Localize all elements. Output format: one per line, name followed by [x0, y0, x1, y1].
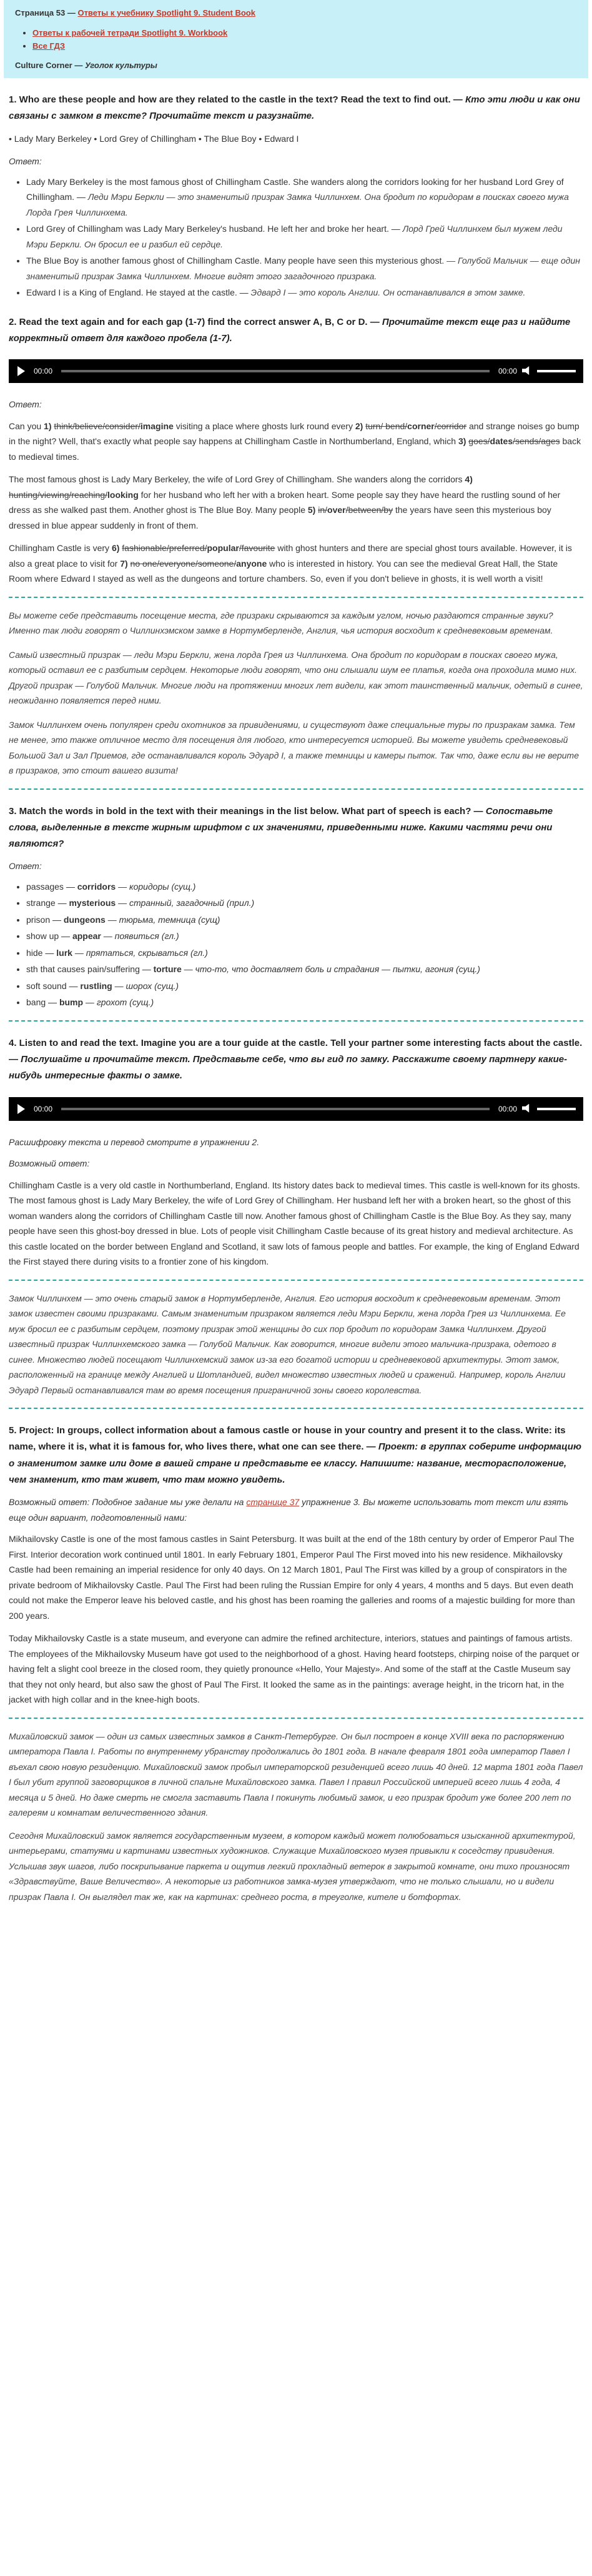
translation-block — [9, 608, 583, 778]
section-title-ru: Уголок культуры — [84, 61, 157, 71]
page-title — [15, 6, 577, 21]
progress-bar[interactable] — [61, 370, 490, 372]
exercise-5-ru-2: Сегодня Михайловский замок является государственным музеем, в котором каждый может полюбоваться изысканной архитектурой, интерьерами, статуями и картинами известных художников. Служащие Михайловского музея привыкли к соседству привидения. Услышав звук шагов, либо поскрипывание паркета и ощутив легкий прохладный ветерок в закрытой комнате, они тихо произносят «Здравствуйте, Ваше Величество». А некоторые из работников замка-музея утверждают, что не только слышали, но и видели призрак Павла I. Он выглядел так же, как на картинах: среднего роста, в треуголке, кителе и ботфортах. — [9, 1830, 576, 1902]
gap-number: 2) — [355, 420, 366, 431]
answer-label: Возможный ответ: — [9, 1158, 90, 1169]
translation: — шорох (сущ.) — [112, 980, 179, 991]
answer-ru: — Голубой Мальчик — еще один знаменитый призрак Замка Чиллинхем. Многие видят этого загадочного призрака. — [26, 256, 580, 281]
audio-player[interactable] — [9, 1097, 583, 1121]
answer-ru: Леди Мэри Беркли — это знаменитый призрак Замка Чиллинхем. Она бродит по коридорам в поисках своего мужа Лорда Грея Чиллинхема. — [26, 192, 569, 217]
divider — [9, 1020, 583, 1022]
exercise-1-title-en: 1. Who are these people and how are they related to the castle in the text? Read the text to find out. — — [9, 94, 465, 106]
divider — [9, 1280, 583, 1281]
translation-paragraph: Замок Чиллинхем очень популярен среди охотников за привидениями, и существуют даже специальные туры по призракам замка. Тем не менее, это также отличное место для посещения для любого, кто интересуется историей. Вы можете увидеть средневековый Большой Зал и Зал Приемов, где останавливался король Эдуард I, а также темницы и камеры пыток. Так что, даже если вы не верите в призраков, это стоит вашего визита! — [9, 719, 580, 776]
answer-ru: Эдвард I — это король Англии. Он останавливался в этом замке. — [250, 287, 526, 298]
translation: — что-то, что доставляет боль и страдания — пытки, агония (сущ.) — [181, 964, 480, 975]
transcript-note: Расшифровку текста и перевод смотрите в упражнении 2. — [9, 1136, 260, 1147]
student-book-link[interactable]: Ответы к учебнику Spotlight 9. Student Book — [77, 8, 255, 17]
meaning: bang — — [26, 997, 59, 1008]
volume-slider[interactable] — [537, 1108, 576, 1110]
correct-option: imagine — [140, 420, 174, 431]
correct-option: over — [327, 505, 346, 515]
translation-paragraph: Вы можете себе представить посещение места, где призраки скрываются за каждым углом, ночью раздаются странные звуки? Именно так люди говорят о Чиллинхэмском замке в Нортумберленде, Англия, чья история восходит к средневековым временам. — [9, 610, 553, 636]
answer-label: Ответ: — [9, 156, 42, 167]
all-gdz-link[interactable]: Все ГДЗ — [32, 41, 66, 51]
text: The most famous ghost is Lady Mary Berkeley, the wife of Lord Grey of Chillingham. She wanders along the corridors — [9, 474, 465, 485]
wrong-option: fashionable/preferred/ — [122, 543, 207, 554]
exercise-5-title — [9, 1423, 583, 1488]
text: Chillingham Castle is very — [9, 543, 112, 554]
current-time: 00:00 — [34, 1104, 53, 1113]
volume-icon[interactable] — [522, 366, 531, 375]
exercise-1-names: • Lady Mary Berkeley • Lord Grey of Chillingham • The Blue Boy • Edward I — [9, 133, 299, 144]
header-box — [4, 0, 588, 78]
list-item — [26, 879, 583, 895]
exercise-1-title-ru: Кто эти люди и как они связаны с замком в тексте? Прочитайте текст и разузнайте. — [9, 94, 580, 122]
workbook-link[interactable]: Ответы к рабочей тетради Spotlight 9. Workbook — [32, 27, 228, 37]
exercise-4-title — [9, 1035, 583, 1085]
gap-number: 5) — [307, 505, 318, 515]
exercise-1-answers — [9, 174, 583, 301]
answer-ru: Лорд Грей Чиллинхем был мужем леди Мэри Беркли. Он бросил ее и разбил ей сердце. — [26, 224, 563, 249]
list-item — [32, 27, 577, 40]
correct-option: dates — [490, 436, 513, 447]
answer-en: The Blue Boy is another famous ghost of Chillingham Castle. Many people have seen this mysterious ghost. — [26, 256, 447, 266]
progress-bar[interactable] — [61, 1108, 490, 1110]
wrong-option: think/believe/consider/ — [54, 420, 141, 431]
gap-paragraph-3 — [9, 540, 583, 587]
page-number: Страница 53 — — [15, 8, 78, 17]
translation: — появиться (гл.) — [101, 931, 179, 942]
current-time: 00:00 — [34, 367, 53, 376]
exercise-3-title-ru: Сопоставьте слова, выделенные в тексте жирным шрифтом с их значениями, приведенными ниже. Какими частями речи они являются? — [9, 805, 553, 850]
answer-en: Edward I is a King of England. He stayed at the castle. — — [26, 287, 251, 298]
list-item — [32, 40, 577, 53]
exercise-5-title-ru: Проект: в группах соберите информацию о знаменитом замке или доме в вашей стране и представьте ее классу. Напишите: название, месторасположение, чем знаменит, кто там живет, что там можно увидеть. — [9, 1441, 581, 1485]
exercise-4-answer-en: Chillingham Castle is a very old castle in Northumberland, England. Its history dates back to medieval times. This castle is well-known for its ghosts. The most famous ghost is Lady Mary Berkeley, the wife of Lord Grey of Chillingham. Her husband left her with a broken heart, so the ghost of this woman wanders along the corridors of Chillingham Castle till now. Another famous ghost of Chillingham Castle is the Blue Boy. As they say, many people have seen this ghost-boy dressed in blue. Lots of people visit Chillingham Castle because of its great history and medieval architecture. As this castle located on the border between England and Scotland, it saw lots of famous people and battles. For example, the king of England Edward the First stayed there during visits to a frontier zone of his kingdom. — [9, 1180, 580, 1267]
divider — [9, 597, 583, 598]
exercise-5-en-2: Today Mikhailovsky Castle is a state museum, and everyone can admire the refined architecture, interiors, statues and paintings of famous artists. The employees of the Mikhailovsky Museum have got used to the neighborhood of a ghost. Having heard footsteps, chirping noise of the parquet or having felt a slight cool breeze in the closed room, they quietly pronounce «Hello, Your Majesty». And some of the staff at the Castle Museum say that they not only heard, but also saw the ghost of Paul The First. It looked the same as in the paintings: average height, in the tricorn hat, in the jacket with high collar and in the knee-high boots. — [9, 1633, 580, 1705]
exercise-3-answers — [9, 879, 583, 1010]
meaning: passages — — [26, 881, 77, 892]
wrong-option: goes/ — [468, 436, 490, 447]
list-item — [26, 928, 583, 944]
volume-slider[interactable] — [537, 370, 576, 372]
play-icon[interactable] — [17, 1104, 25, 1114]
meaning: strange — — [26, 898, 69, 908]
exercise-2-title-ru: Прочитайте текст еще раз и найдите корректный ответ для каждого пробела (1-7). — [9, 316, 571, 344]
exercise-5-ru-1: Михайловский замок — один из самых известных замков в Санкт-Петербурге. Он был построен в конце XVIII века по распоряжению императора Павла I. Работы по внутреннему убранству продолжались до 1801 года. В начале февраля 1801 года император Павел I въехал свою новую резиденцию. Михайловский замок пробыл императорской резиденцией всего лишь 40 дней. 12 марта 1801 года Павел I был убит группой заговорщиков в личной спальне Михайловского замка. Павел I правил Российской империей всего лишь 4 года, 4 месяца и 5 дней. Но даже смерть не смогла заставить Павла I покинуть любимый замок, и его призрак бродит уже более 200 лет по галереям и комнатам величественного здания. — [9, 1731, 583, 1818]
wrong-option: hunting/viewing/reaching/ — [9, 489, 107, 500]
divider — [9, 1408, 583, 1409]
exercise-4-title-ru: Послушайте и прочитайте текст. Представьте себе, что вы гид по замку. Расскажите своему партнеру какие-нибудь интересные факты о замке. — [9, 1054, 568, 1082]
exercise-5-title-en: 5. Project: In groups, collect information about a famous castle or house in your country and present it to the class. Write: its name, where it is, what it is famous for, who lives there, what one can see there. — — [9, 1425, 566, 1453]
wrong-option: /sends/ages — [513, 436, 560, 447]
links-list — [15, 27, 577, 53]
list-item — [26, 285, 583, 301]
text: and strange noises go bump in the night? Well, that's exactly what people say happens at Chillingham Castle in Northumberland, England, which — [9, 420, 580, 447]
text: with ghost hunters and there are special ghost tours available. However, it is also a great place to visit for — [9, 543, 572, 569]
meaning: sth that causes pain/suffering — — [26, 964, 154, 975]
text: who is interested in history. You can see the medieval Great Hall, the State Room where Edward I stayed as well as the dungeons and torture chambers. So, even if you don't believe in ghosts, it is well worth a visit! — [9, 558, 558, 584]
bold-word: lurk — [56, 947, 72, 958]
exercise-1-title — [9, 92, 583, 125]
list-item — [26, 912, 583, 928]
answer-en: Lady Mary Berkeley is the most famous ghost of Chillingham Castle. She wanders along the corridors looking for her husband Lord Grey of Chillingham. — — [26, 176, 564, 202]
exercise-3-title-en: 3. Match the words in bold in the text with their meanings in the list below. What part of speech is each? — — [9, 805, 486, 817]
translation: — грохот (сущ.) — [83, 997, 154, 1008]
exercise-5-en-1: Mikhailovsky Castle is one of the most famous castles in Saint Petersburg. It was built at the end of the 18th century by order of Emperor Paul The First. Interior decoration work continued until 1801. In early February 1801, Emperor Paul The First moved into his new residence. Mikhailovsky Castle had been remaining an imperial residence for only 40 days. On 12 March 1801, Paul The First was killed by a group of conspirators in the private bedroom of Mikhailovsky Castle. Paul The First had been ruling the Russian Empire for only 4 years, 4 months and 5 days. But even death could not make the Emperor leave his beloved castle, and his ghost has been roaming the galleries and rooms of a majestic building for more than 200 years. — [9, 1534, 575, 1621]
bold-word: corridors — [77, 881, 116, 892]
wrong-option: /between/by — [345, 505, 393, 515]
bold-word: bump — [59, 997, 84, 1008]
list-item — [26, 253, 583, 284]
volume-icon[interactable] — [522, 1104, 531, 1113]
exercise-2-title-en: 2. Read the text again and for each gap (1-7) find the correct answer A, B, C or D. — — [9, 316, 382, 327]
translation-paragraph: Самый известный призрак — леди Мэри Беркли, жена лорда Грея из Чиллинхема. Она бродит по коридорам в поисках своего мужа, который оставил ее с разбитым сердцем. Некоторые люди говорят, что они слышали шум ее платья, когда она проходила мимо них. Другой призрак — Голубой Мальчик. Многие люди на протяжении многих лет видели, как этот таинственный мальчик, одетый в синее, неожиданно появляется перед ними. — [9, 649, 583, 706]
answer-label: Ответ: — [9, 399, 42, 410]
correct-option: looking — [107, 489, 139, 500]
gap-number: 3) — [458, 436, 469, 447]
content — [0, 92, 592, 1904]
list-item — [26, 174, 583, 221]
gap-number: 1) — [44, 420, 54, 431]
exercise-4-answer-ru: Замок Чиллинхем — это очень старый замок в Нортумберленде, Англия. Его история восходит к средневековым временам. Этот замок известен своими призраками. Самым знаменитым призраком является леди Мэри Беркли, жена лорда Грея из Чиллинхема. Ее муж бросил ее с разбитым сердцем, поэтому призрак этой женщины до сих пор бродит по коридорам Замка Чиллинхем. Другой известный призрак Чиллинхемского замка — Голубой Мальчик. Как говорится, многие видели этого мальчика-призрака, одетого в синее. Множество людей посещают Чиллинхемский замок из-за его богатой истории и средневековой архитектуры. Этот замок, расположенный на границе между Англией и Шотландией, видел множество известных людей и сражений. Например, король Англии Эдуард Первый останавливался там во время посещения приграничной зоны своего королевства. — [9, 1293, 566, 1395]
audio-player[interactable] — [9, 359, 583, 383]
answer-en: Lord Grey of Chillingham was Lady Mary Berkeley's husband. He left her and broke her heart. — — [26, 224, 403, 234]
bold-word: appear — [72, 931, 101, 942]
list-item — [26, 221, 583, 252]
bold-word: torture — [153, 964, 182, 975]
wrong-option: turn/ bend/ — [365, 420, 408, 431]
wrong-option: no one/everyone/someone/ — [130, 558, 237, 569]
text: visiting a place where ghosts lurk round every — [173, 420, 355, 431]
text: the years have seen this mysterious boy dressed in blue appear suddenly in front of them. — [9, 505, 551, 530]
exercise-5-note — [9, 1494, 583, 1525]
note-text: упражнение 3. Вы можете использовать тот текст или взять еще один вариант, подготовленный нами: — [9, 1497, 569, 1523]
translation: — коридоры (сущ.) — [116, 881, 196, 892]
section-title — [15, 59, 577, 73]
duration: 00:00 — [498, 1104, 517, 1113]
note-text: Возможный ответ: Подобное задание мы уже делали на — [9, 1497, 247, 1508]
wrong-option: /favourite — [239, 543, 275, 554]
gap-number: 4) — [465, 474, 473, 485]
list-item — [26, 895, 583, 911]
text: for her husband who left her with a broken heart. Some people say they have heard the rustling sound of her dress as she walked past them. Another ghost is The Blue Boy. Many people — [9, 489, 561, 515]
divider — [9, 1718, 583, 1719]
meaning: prison — — [26, 914, 64, 925]
translation: — странный, загадочный (прил.) — [116, 898, 255, 908]
answer-label: Ответ: — [9, 861, 42, 872]
bold-word: dungeons — [63, 914, 106, 925]
gap-number: 7) — [120, 558, 131, 569]
divider — [9, 788, 583, 790]
meaning: soft sound — — [26, 980, 81, 991]
meaning: show up — — [26, 931, 72, 942]
exercise-2-title — [9, 314, 583, 347]
exercise-3-title — [9, 803, 583, 853]
meaning: hide — — [26, 947, 57, 958]
bold-word: rustling — [80, 980, 112, 991]
bold-word: mysterious — [69, 898, 116, 908]
text: back to medieval times. — [9, 436, 581, 462]
list-item — [26, 978, 583, 994]
gap-number: 6) — [111, 543, 122, 554]
page-37-link[interactable]: странице 37 — [246, 1497, 300, 1508]
correct-option: anyone — [236, 558, 267, 569]
correct-option: popular — [207, 543, 239, 554]
list-item — [26, 995, 583, 1010]
wrong-option: in/ — [318, 505, 328, 515]
play-icon[interactable] — [17, 366, 25, 376]
translation: — прятаться, скрываться (гл.) — [72, 947, 208, 958]
gap-paragraph-2 — [9, 472, 583, 533]
list-item — [26, 945, 583, 961]
exercise-4-title-en: 4. Listen to and read the text. Imagine you are a tour guide at the castle. Tell your partner some interesting facts about the castle. — — [9, 1037, 583, 1065]
correct-option: corner — [407, 420, 435, 431]
text: Can you — [9, 420, 44, 431]
duration: 00:00 — [498, 367, 517, 376]
gap-paragraph-1 — [9, 419, 583, 465]
list-item — [26, 962, 583, 977]
translation: — тюрьма, темница (сущ) — [105, 914, 220, 925]
wrong-option: /corridor — [434, 420, 467, 431]
section-title-en: Culture Corner — — [15, 61, 85, 71]
